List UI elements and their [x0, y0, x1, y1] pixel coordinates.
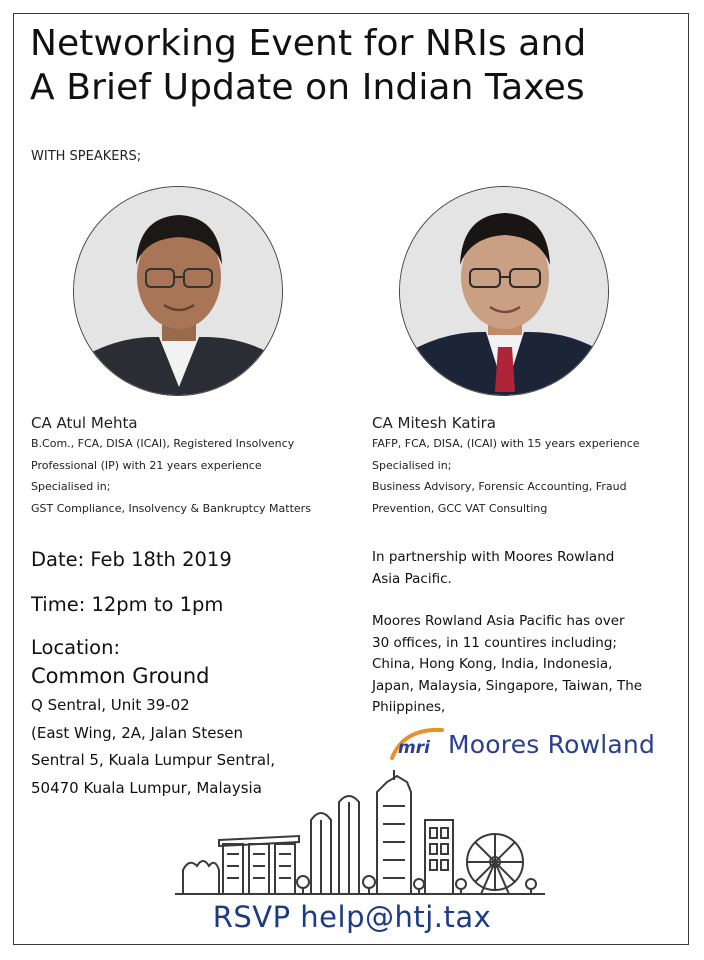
logo-mark-text: mri: [398, 738, 430, 758]
address-line: Q Sentral, Unit 39-02: [31, 696, 190, 714]
partner-line: Moores Rowland Asia Pacific has over: [372, 613, 625, 629]
address-line: 50470 Kuala Lumpur, Malaysia: [31, 778, 262, 797]
partner-intro: [372, 547, 692, 590]
speaker-2-details: [372, 433, 692, 519]
speaker-2-photo: [399, 186, 609, 396]
speaker-2-detail-line: Business Advisory, Forensic Accounting, Fraud: [372, 480, 627, 493]
speaker-2-detail-line: Specialised in;: [372, 458, 452, 472]
speaker-1-detail-line: B.Com., FCA, DISA (ICAI), Registered Insolvency: [31, 437, 295, 450]
kuala-lumpur-skyline-illustration: [175, 770, 545, 896]
speaker-2-info: [372, 414, 692, 519]
title-line-2: A Brief Update on Indian Taxes: [30, 67, 585, 108]
speaker-1-detail-line: Professional (IP) with 21 years experience: [31, 458, 262, 472]
event-time: Time: 12pm to 1pm: [31, 593, 224, 616]
speaker-2-detail-line: Prevention, GCC VAT Consulting: [372, 501, 548, 515]
event-date: Date: Feb 18th 2019: [31, 548, 232, 571]
partner-intro-line: Asia Pacific.: [372, 570, 452, 587]
partner-line: China, Hong Kong, India, Indonesia,: [372, 656, 613, 672]
logo-wordmark: Moores Rowland: [448, 730, 656, 759]
venue-name: Common Ground: [31, 664, 210, 688]
event-title: [30, 22, 680, 110]
partner-line: Japan, Malaysia, Singapore, Taiwan, The: [372, 677, 643, 694]
location-label: Location:: [31, 636, 121, 659]
title-line-1: Networking Event for NRIs and: [30, 23, 587, 64]
partner-line: Phiippines,: [372, 699, 446, 715]
with-speakers-label: WITH SPEAKERS;: [31, 149, 142, 164]
partner-intro-line: In partnership with Moores Rowland: [372, 549, 615, 565]
partner-line: 30 offices, in 11 countires including;: [372, 634, 617, 651]
partner-description: [372, 611, 697, 719]
speaker-2-name: CA Mitesh Katira: [372, 414, 496, 432]
speaker-2-detail-line: FAFP, FCA, DISA, (ICAI) with 15 years experience: [372, 437, 640, 450]
address-line: (East Wing, 2A, Jalan Stesen: [31, 723, 243, 742]
speaker-1-detail-line: Specialised in;: [31, 480, 111, 493]
speaker-1-name: CA Atul Mehta: [31, 414, 138, 432]
rsvp-contact[interactable]: RSVP help@htj.tax: [212, 900, 492, 934]
speaker-1-info: [31, 414, 361, 519]
speaker-1-photo: [73, 186, 283, 396]
address-line: Sentral 5, Kuala Lumpur Sentral,: [31, 751, 276, 769]
speaker-1-detail-line: GST Compliance, Insolvency & Bankruptcy Matters: [31, 501, 311, 515]
speaker-1-details: [31, 433, 361, 519]
moores-rowland-logo: [384, 724, 664, 768]
